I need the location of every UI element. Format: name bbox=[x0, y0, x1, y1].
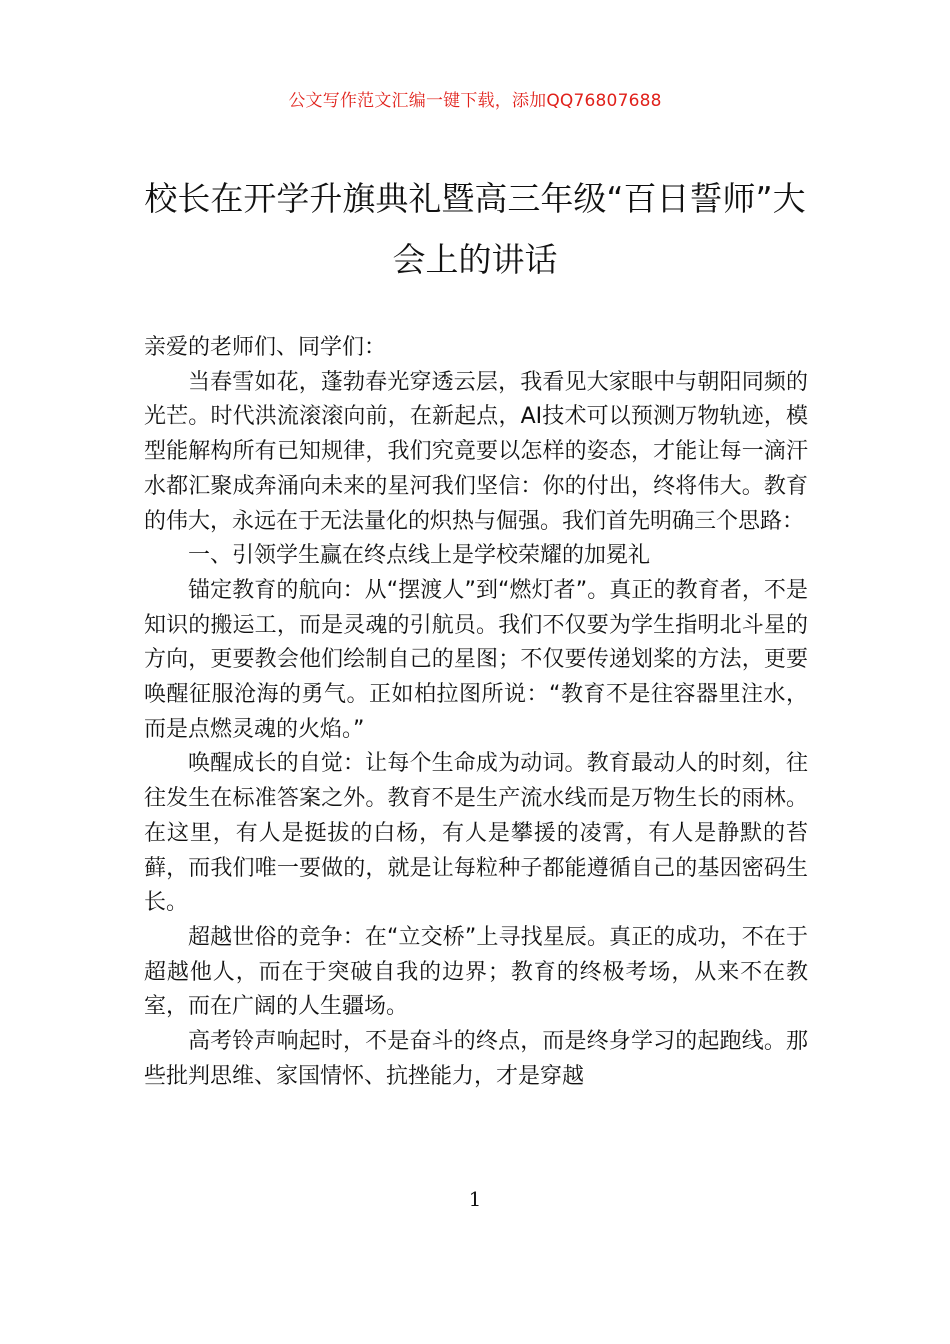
page-title: 校长在开学升旗典礼暨高三年级“百日誓师”大会上的讲话 bbox=[144, 179, 806, 279]
paragraph-exam-bell: 高考铃声响起时，不是奋斗的终点，而是终身学习的起跑线。那些批判思维、家国情怀、抗挫能力，才是穿越 bbox=[144, 1029, 808, 1089]
paragraph-anchor-direction: 锚定教育的航向：从“摆渡人”到“燃灯者”。真正的教育者，不是知识的搬运工，而是灵魂的引航员。我们不仅要为学生指明北斗星的方向，更要教会他们绘制自己的星图；不仅要传递划桨的方法，更要唤醒征服沧海的勇气。正如柏拉图所说：“教育不是往容器里注水，而是点燃灵魂的火焰。” bbox=[144, 577, 808, 742]
paragraph-awaken-growth: 唤醒成长的自觉：让每个生命成为动词。教育最动人的时刻，往往发生在标准答案之外。教育不是生产流水线而是万物生长的雨林。在这里，有人是挺拔的白杨，有人是攀援的凌霄，有人是静默的苔藓，而我们唯一要做的，就是让每粒种子都能遵循自己的基因密码生长。 bbox=[144, 751, 808, 916]
document-body bbox=[144, 331, 808, 1094]
download-banner: 公文写作范文汇编一键下载，添加QQ76807688 bbox=[288, 91, 662, 111]
section-heading-1: 一、引领学生赢在终点线上是学校荣耀的加冕礼 bbox=[188, 543, 651, 569]
paragraph-beyond-competition: 超越世俗的竞争：在“立交桥”上寻找星辰。真正的成功，不在于超越他人，而在于突破自我的边界；教育的终极考场，从来不在教室，而在广阔的人生疆场。 bbox=[144, 924, 808, 1020]
salutation: 亲爱的老师们、同学们： bbox=[144, 335, 387, 360]
page-number: 1 bbox=[468, 1187, 482, 1211]
paragraph-intro: 当春雪如花，蓬勃春光穿透云层，我看见大家眼中与朝阳同频的光芒。时代洪流滚滚向前，在新起点，AI技术可以预测万物轨迹，模型能解构所有已知规律，我们究竟要以怎样的姿态，才能让每一滴汗水都汇聚成奔涌向未来的星河我们坚信：你的付出，终将伟大。教育的伟大，永远在于无法量化的炽热与倔强。我们首先明确三个思路： bbox=[144, 369, 808, 534]
